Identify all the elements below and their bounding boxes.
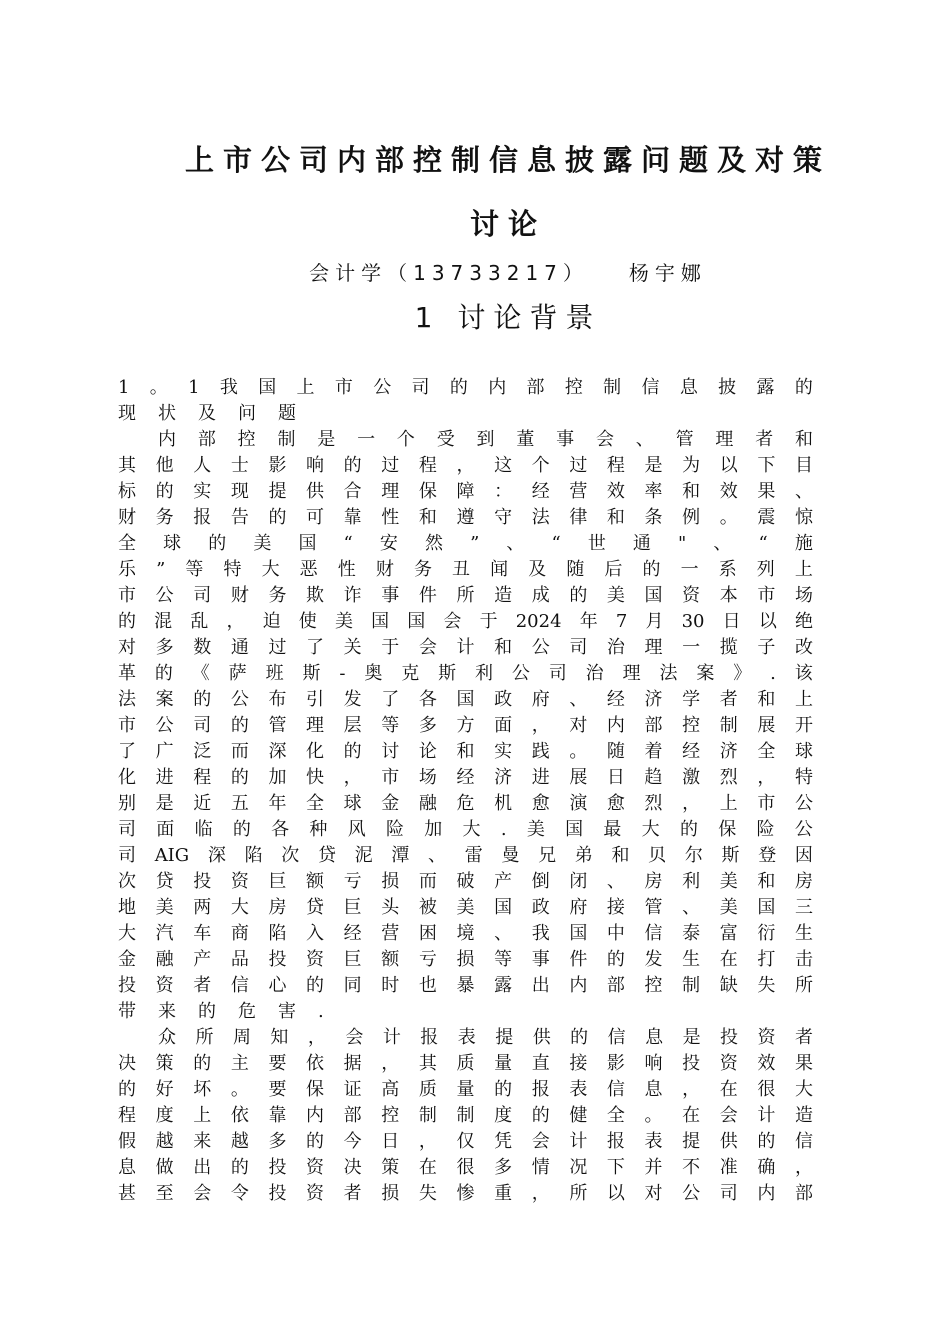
body-line: 市 公 司 财 务 欺 诈 事 件 所 造 成 的 美 国 资 本 市 场 (118, 585, 813, 606)
body-line: 标 的 实 现 提 供 合 理 保 障 ： 经 营 效 率 和 效 果 、 (118, 481, 813, 502)
document-title-line-1: 上市公司内部控制信息披露问题及对策 (184, 143, 831, 177)
section-heading: 1 讨论背景 (414, 301, 602, 334)
body-line: 程 度 上 依 靠 内 部 控 制 制 度 的 健 全 。 在 会 计 造 (118, 1105, 813, 1126)
body-line: 乐 ” 等 特 大 恶 性 财 务 丑 闻 及 随 后 的 一 系 列 上 (118, 559, 813, 580)
body-line: 全 球 的 美 国 “ 安 然 ” 、 “ 世 通 " 、 “ 施 (118, 533, 813, 554)
body-line: 法 案 的 公 布 引 发 了 各 国 政 府 、 经 济 学 者 和 上 (118, 689, 813, 710)
body-line: 决 策 的 主 要 依 据 ， 其 质 量 直 接 影 响 投 资 效 果 (118, 1053, 813, 1074)
body-line: 投 资 者 信 心 的 同 时 也 暴 露 出 内 部 控 制 缺 失 所 (118, 975, 813, 996)
body-line: 假 越 来 越 多 的 今 日 ， 仅 凭 会 计 报 表 提 供 的 信 (118, 1131, 813, 1152)
body-line: 带 来 的 危 害 . (118, 1001, 324, 1022)
body-line: 对 多 数 通 过 了 关 于 会 计 和 公 司 治 理 一 揽 子 改 (118, 637, 813, 658)
body-line: 大 汽 车 商 陷 入 经 营 困 境 、 我 国 中 信 泰 富 衍 生 (118, 923, 813, 944)
body-line: 现 状 及 问 题 (118, 403, 296, 424)
body-line: 息 做 出 的 投 资 决 策 在 很 多 情 况 下 并 不 准 确 ， (118, 1157, 813, 1178)
body-line: 金 融 产 品 投 资 巨 额 亏 损 等 事 件 的 发 生 在 打 击 (118, 949, 813, 970)
body-line: 化 进 程 的 加 快 ， 市 场 经 济 进 展 日 趋 激 烈 ， 特 (118, 767, 813, 788)
body-line: 司 面 临 的 各 种 风 险 加 大 . 美 国 最 大 的 保 险 公 (118, 819, 813, 840)
body-line: 别 是 近 五 年 全 球 金 融 危 机 愈 演 愈 烈 ， 上 市 公 (118, 793, 813, 814)
body-line: 的 好 坏 。 要 保 证 高 质 量 的 报 表 信 息 ， 在 很 大 (118, 1079, 813, 1100)
body-line: 众 所 周 知 ， 会 计 报 表 提 供 的 信 息 是 投 资 者 (158, 1027, 813, 1048)
body-line: 司 AIG 深 陷 次 贷 泥 潭 、 雷 曼 兄 弟 和 贝 尔 斯 登 因 (118, 845, 813, 866)
body-line: 次 贷 投 资 巨 额 亏 损 而 破 产 倒 闭 、 房 利 美 和 房 (118, 871, 813, 892)
body-line: 了 广 泛 而 深 化 的 讨 论 和 实 践 。 随 着 经 济 全 球 (118, 741, 813, 762)
author-line (118, 257, 898, 286)
body-line: 内 部 控 制 是 一 个 受 到 董 事 会 、 管 理 者 和 (158, 429, 813, 450)
body-line: 的 混 乱 ， 迫 使 美 国 国 会 于 2024 年 7 月 30 日 以 绝 (118, 611, 813, 632)
body-line: 其 他 人 士 影 响 的 过 程 ， 这 个 过 程 是 为 以 下 目 (118, 455, 813, 476)
body-line: 1 。 1 我 国 上 市 公 司 的 内 部 控 制 信 息 披 露 的 (118, 377, 813, 398)
document-title-line-2: 讨论 (469, 207, 546, 241)
author-name: 杨宇娜 (628, 261, 707, 285)
body-text (118, 375, 813, 1207)
body-line: 革 的 《 萨 班 斯 - 奥 克 斯 利 公 司 治 理 法 案 》 . 该 (118, 663, 813, 684)
body-line: 市 公 司 的 管 理 层 等 多 方 面 ， 对 内 部 控 制 展 开 (118, 715, 813, 736)
body-line: 地 美 两 大 房 贷 巨 头 被 美 国 政 府 接 管 、 美 国 三 (118, 897, 813, 918)
author-affiliation: 会计学（13733217） (309, 261, 589, 285)
body-line: 财 务 报 告 的 可 靠 性 和 遵 守 法 律 和 条 例 。 震 惊 (118, 507, 813, 528)
body-line: 甚 至 会 令 投 资 者 损 失 惨 重 ， 所 以 对 公 司 内 部 (118, 1183, 813, 1204)
